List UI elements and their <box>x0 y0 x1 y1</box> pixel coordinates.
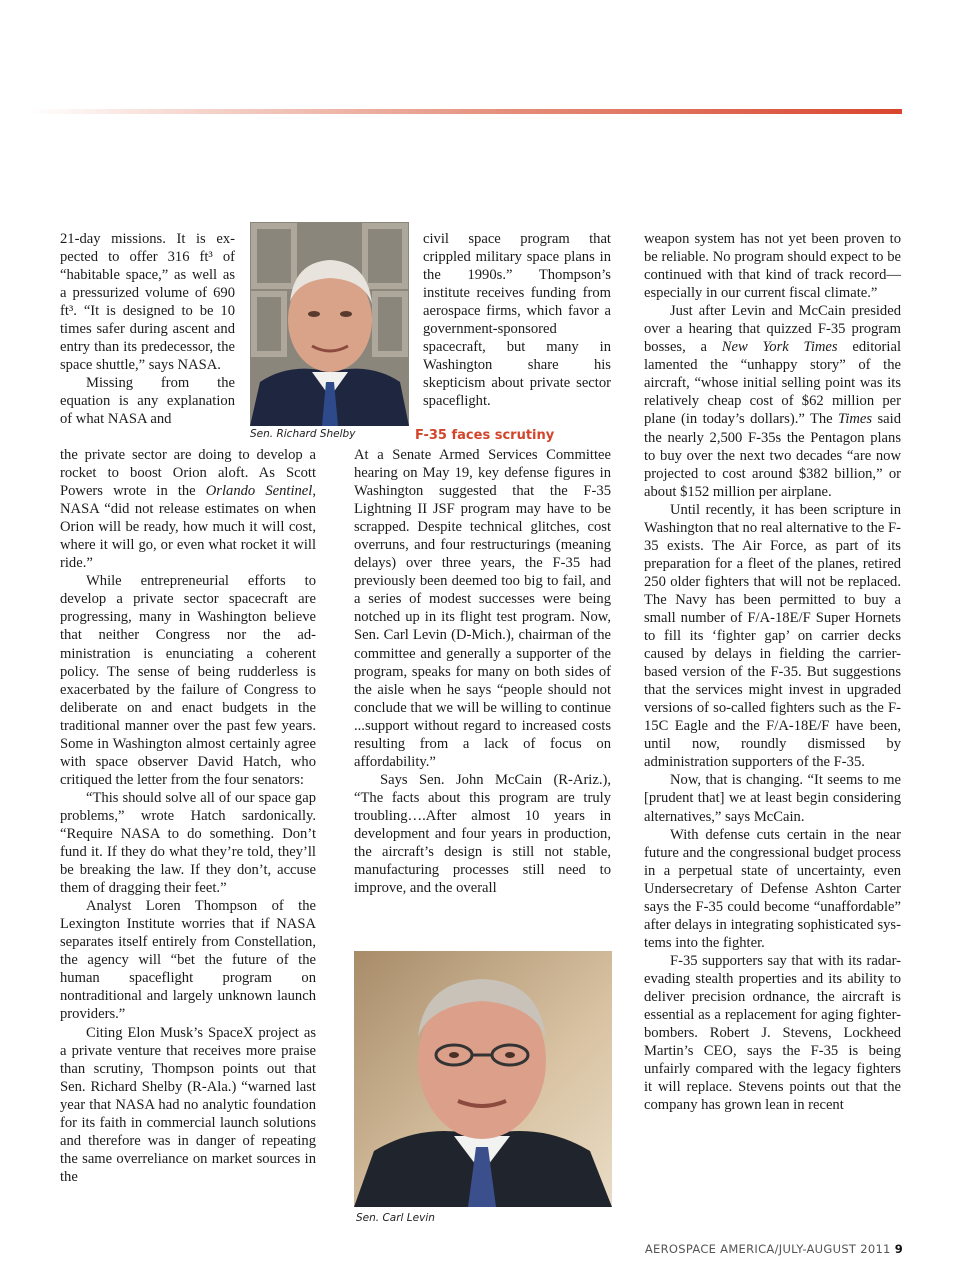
page-number: 9 <box>894 1242 903 1256</box>
column-3 <box>644 230 901 1114</box>
text-run: , NASA “did not release estimates on when Orion will be ready, how much it will cost, where it will go, or even what rocket it will ride.” <box>60 483 316 572</box>
paragraph: 21-day missions. It is expected to offer 316 ft³ of “habitable space,” as well as a pressurized volume of 690 ft³. “It is designed to be 10 times safer during ascent and entry than its predecessor, the space shuttle,” says NASA. <box>60 231 235 374</box>
text-run: editorial lamented the “unhappy story” of the aircraft, “whose initial selling point was its relatively cheap cost of $62 million per plane (in today’s dollars).” The <box>644 339 901 428</box>
column-2-bottom <box>354 446 611 897</box>
paragraph: Citing Elon Musk’s SpaceX project as a private venture that receives more praise than scrutiny, Thompson points out that Sen. Richard Shelby (R-Ala.) “warned last year that NASA had no analytic foundation for its faith in commercial launch solutions and therefore was in danger of repeating the same overreliance on market sources in the <box>60 1024 316 1185</box>
publication-name: Orlando Sentinel <box>205 483 313 500</box>
paragraph: With defense cuts certain in the near future and the congressional budget process in a perpetual state of uncertainty, even Undersecretary of Defense Ashton Carter says the F-35 could become “unaffordable” after delays in integrating sophisticated systems into the fighter. <box>644 826 901 951</box>
portrait-illustration <box>354 951 612 1207</box>
paragraph: weapon system has not yet been proven to be reliable. No program should expect to be continued with that kind of track record—especially in our current fiscal climate.” <box>644 231 901 302</box>
text-run: said the nearly 2,500 F-35s the Pentagon plans to buy over the next two decades “are now projected to cost around $382 billion,” or about $152 million per airplane. <box>644 411 901 500</box>
publication-name: New York Times <box>721 339 838 356</box>
text-run: the private sector are doing to develop a rocket to boost Orion aloft. As Scott Powers wrote in the <box>60 447 316 500</box>
header-accent-rule <box>30 109 902 114</box>
caption-levin: Sen. Carl Levin <box>356 1212 435 1224</box>
paragraph: Now, that is changing. “It seems to me [prudent that] we at least begin considering alternatives,” says McCain. <box>644 772 901 825</box>
column-2-top <box>423 230 611 410</box>
paragraph: Missing from the equation is any explanation of what NASA and <box>60 375 235 428</box>
paragraph: While entrepreneurial efforts to develop a private sector spacecraft are progressing, many in Washington believe that neither Congress nor the administration is enunciating a coherent policy. The sense of being rudderless is exacerbated by the failure of Congress to deliberate on and enact budgets in the traditional manner over the past few years. Some in Washington almost certainly agree with space observer David Hatch, who critiqued the letter from the four senators: <box>60 573 316 788</box>
column-1-bottom <box>60 446 316 1186</box>
caption-shelby: Sen. Richard Shelby <box>250 428 356 440</box>
publication-line: AEROSPACE AMERICA/JULY-AUGUST 2011 <box>644 1242 891 1256</box>
photo-carl-levin <box>354 951 612 1207</box>
paragraph: “This should solve all of our space gap problems,” wrote Hatch sardonically. “Require NASA to do something. Don’t fund it. If they do what they’re told, they’ll be breaking the law. If they don’t, accuse them of dragging their feet.” <box>60 789 316 897</box>
paragraph: Says Sen. John McCain (R-Ariz.), “The facts about this program are truly troubling….After almost 10 years in development and four years in production, the aircraft’s design is still not stable, manufacturing processes still need to improve, and the overall <box>354 771 611 897</box>
section-subhead: F-35 faces scrutiny <box>415 428 555 443</box>
paragraph: Until recently, it has been scripture in Washington that no real alternative to the F-35 exists. The Air Force, as part of its preparation for a fleet of the planes, retired 250 older fighters that will not be replaced. The Navy has been permitted to buy a small number of F/A-18E/F Super Hornets to fill its ‘fighter gap’ on carrier decks caused by delays in fielding the carrier-based version of the F-35. But suggestions that the services might invest in upgraded versions of so-called fighters such as the F-15C Eagle and the F/A-18E/F have been, until now, roundly dismissed by administration supporters of the F-35. <box>644 501 901 771</box>
text-run: Just after Levin and McCain presided over a hearing that quizzed F-35 program bosses, a <box>644 303 901 356</box>
column-1-top <box>60 230 235 429</box>
paragraph: At a Senate Armed Services Committee hearing on May 19, key defense figures in Washington suggested that the F-35 Lightning II JSF program may have to be scrapped. Despite technical glitches, cost overruns, and four restructurings (meaning delays) over three years, the F-35 had previously been deemed too big to fail, and a series of modest successes were being notched up in its flight test program. Now, Sen. Carl Levin (D-Mich.), chairman of the committee and generally a supporter of the program, speaks for many on both sides of the aisle when he says “people should not conclude that we will be willing to continue ...support without regard to increased costs resulting from a lack of focus on affordability.” <box>354 447 611 770</box>
portrait-illustration <box>250 222 409 426</box>
publication-name: Times <box>838 411 873 428</box>
page-footer <box>644 1242 903 1256</box>
paragraph <box>644 302 901 501</box>
photo-richard-shelby <box>250 222 409 426</box>
paragraph: F-35 supporters say that with its radar-evading stealth properties and its ability to deliver precision ordnance, the aircraft is essential as a replacement for aging fighter-bombers. Robert J. Stevens, Lockheed Martin’s CEO, says the F-35 is being unfairly compared with the legacy fighters it will replace. Stevens points out that the company has grown lean in recent <box>644 952 901 1114</box>
paragraph <box>60 446 316 572</box>
paragraph: Analyst Loren Thompson of the Lexington Institute worries that if NASA separates itself entirely from Constellation, the agency will “bet the future of the human spaceflight program on nontraditional and largely unknown launch providers.” <box>60 898 316 1023</box>
paragraph: civil space program that crippled military space plans in the 1990s.” Thompson’s institute receives funding from aerospace firms, which favor a government-sponsored spacecraft, but many in Washington share his skepticism about private sector spaceflight. <box>423 231 611 410</box>
